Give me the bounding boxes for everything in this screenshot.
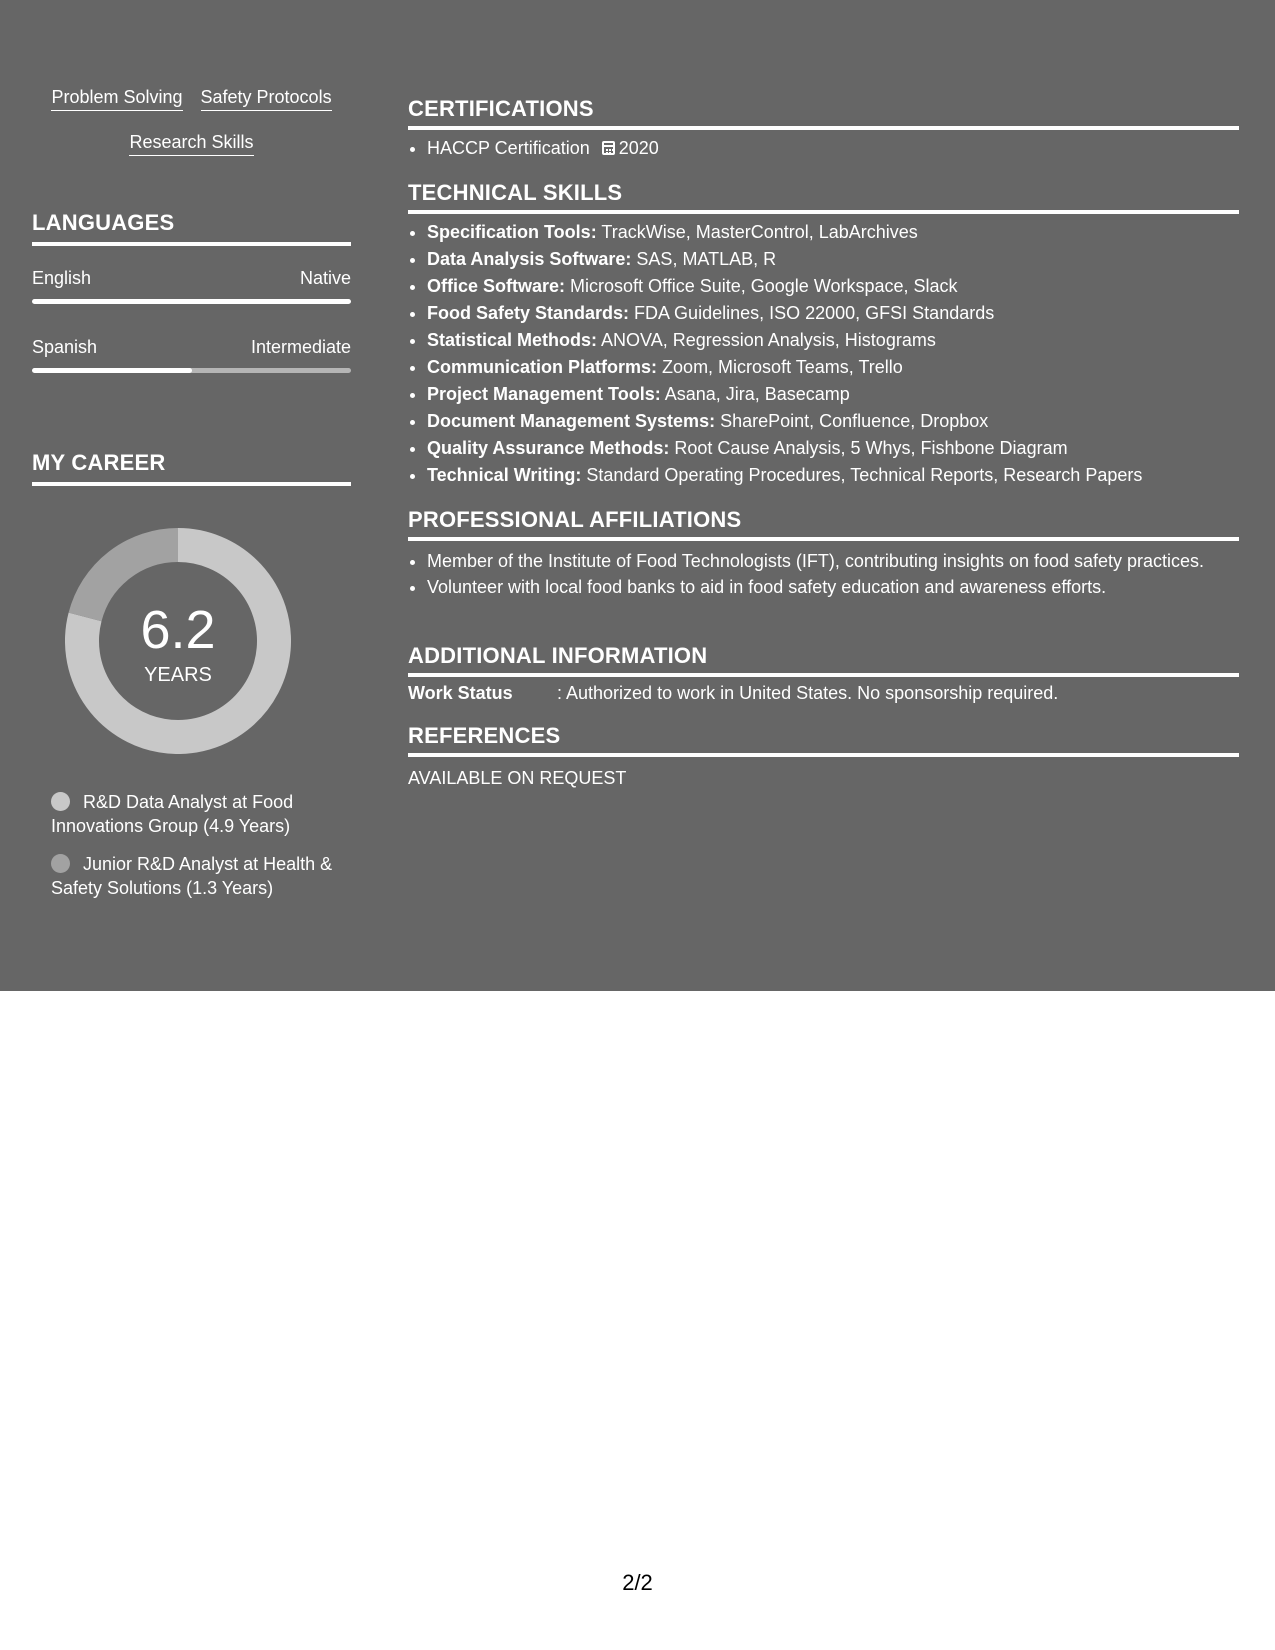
work-status-row — [408, 683, 1058, 704]
career-total-years: 6.2 — [140, 600, 216, 660]
career-title: MY CAREER — [32, 450, 351, 486]
skill-item — [427, 300, 1258, 327]
skill-value: Zoom, Microsoft Teams, Trello — [662, 357, 903, 377]
skill-item — [427, 435, 1258, 462]
language-level: Intermediate — [250, 337, 351, 357]
certifications-title: CERTIFICATIONS — [408, 96, 1239, 130]
skill-label: Document Management Systems: — [427, 411, 716, 431]
references-title: REFERENCES — [408, 723, 1239, 757]
skill-item — [427, 462, 1258, 489]
skill-tag: Safety Protocols — [201, 86, 332, 111]
page-number: 2/2 — [622, 1570, 653, 1595]
skill-value: TrackWise, MasterControl, LabArchives — [601, 222, 918, 242]
work-status-value: : Authorized to work in United States. No sponsorship required. — [557, 683, 1059, 703]
references-text: AVAILABLE ON REQUEST — [408, 768, 627, 788]
career-job-label: R&D Data Analyst at Food Innovations Group (4.9 Years) — [51, 792, 294, 836]
calendar-icon — [602, 141, 615, 155]
skill-item — [427, 219, 1258, 246]
language-level: Native — [299, 268, 351, 288]
skill-item — [427, 246, 1258, 273]
skill-item — [427, 381, 1258, 408]
skill-item — [427, 273, 1258, 300]
skill-tags — [32, 86, 351, 156]
career-legend-item — [51, 790, 341, 838]
legend-dot — [51, 854, 70, 873]
skill-item — [427, 354, 1258, 381]
skill-label: Food Safety Standards: — [427, 303, 630, 323]
certification-item — [427, 135, 1258, 162]
career-total-unit: YEARS — [144, 664, 212, 686]
affiliation-item: • Member of the Institute of Food Technologists (IFT), contributing insights on food safety practices. — [427, 549, 1258, 573]
skill-label: Technical Writing: — [427, 465, 582, 485]
skill-value: SAS, MATLAB, R — [636, 249, 777, 269]
certifications-list — [408, 135, 1258, 162]
skill-label: Specification Tools: — [427, 222, 597, 242]
language-bar — [32, 299, 351, 304]
affiliations-title: PROFESSIONAL AFFILIATIONS — [408, 507, 1239, 541]
affiliation-item: • Volunteer with local food banks to aid in food safety education and awareness efforts. — [427, 575, 1258, 599]
legend-dot — [51, 792, 70, 811]
skill-label: Communication Platforms: — [427, 357, 658, 377]
skill-value: Root Cause Analysis, 5 Whys, Fishbone Diagram — [674, 438, 1068, 458]
skill-value: ANOVA, Regression Analysis, Histograms — [601, 330, 936, 350]
skill-tag: Problem Solving — [51, 86, 182, 111]
work-status-label: Work Status — [408, 683, 513, 703]
skill-value: FDA Guidelines, ISO 22000, GFSI Standards — [634, 303, 995, 323]
skill-value: Asana, Jira, Basecamp — [664, 384, 850, 404]
skill-value: Standard Operating Procedures, Technical Reports, Research Papers — [586, 465, 1143, 485]
language-bar-fill — [32, 299, 351, 304]
language-row — [32, 337, 351, 358]
skill-label: Project Management Tools: — [427, 384, 661, 404]
skill-value: Microsoft Office Suite, Google Workspace, Slack — [570, 276, 958, 296]
skill-label: Data Analysis Software: — [427, 249, 632, 269]
languages-title: LANGUAGES — [32, 210, 351, 246]
affiliations-list — [408, 549, 1258, 601]
language-bar-fill — [32, 368, 192, 373]
skill-item — [427, 327, 1258, 354]
skill-label: Statistical Methods: — [427, 330, 598, 350]
career-legend-item — [51, 852, 341, 900]
certification-year: 2020 — [618, 138, 659, 158]
skill-item — [427, 408, 1258, 435]
language-name: English — [32, 268, 92, 288]
skill-label: Quality Assurance Methods: — [427, 438, 670, 458]
skill-tag: Research Skills — [129, 131, 253, 156]
technical-skills-list — [408, 219, 1258, 489]
language-bar — [32, 368, 351, 373]
language-row — [32, 268, 351, 289]
career-job-label: Junior R&D Analyst at Health & Safety Solutions (1.3 Years) — [51, 854, 333, 898]
additional-info-title: ADDITIONAL INFORMATION — [408, 643, 1239, 677]
technical-skills-title: TECHNICAL SKILLS — [408, 180, 1239, 214]
skill-value: SharePoint, Confluence, Dropbox — [720, 411, 989, 431]
skill-label: Office Software: — [427, 276, 566, 296]
certification-name: HACCP Certification — [427, 138, 590, 158]
language-name: Spanish — [32, 337, 98, 357]
